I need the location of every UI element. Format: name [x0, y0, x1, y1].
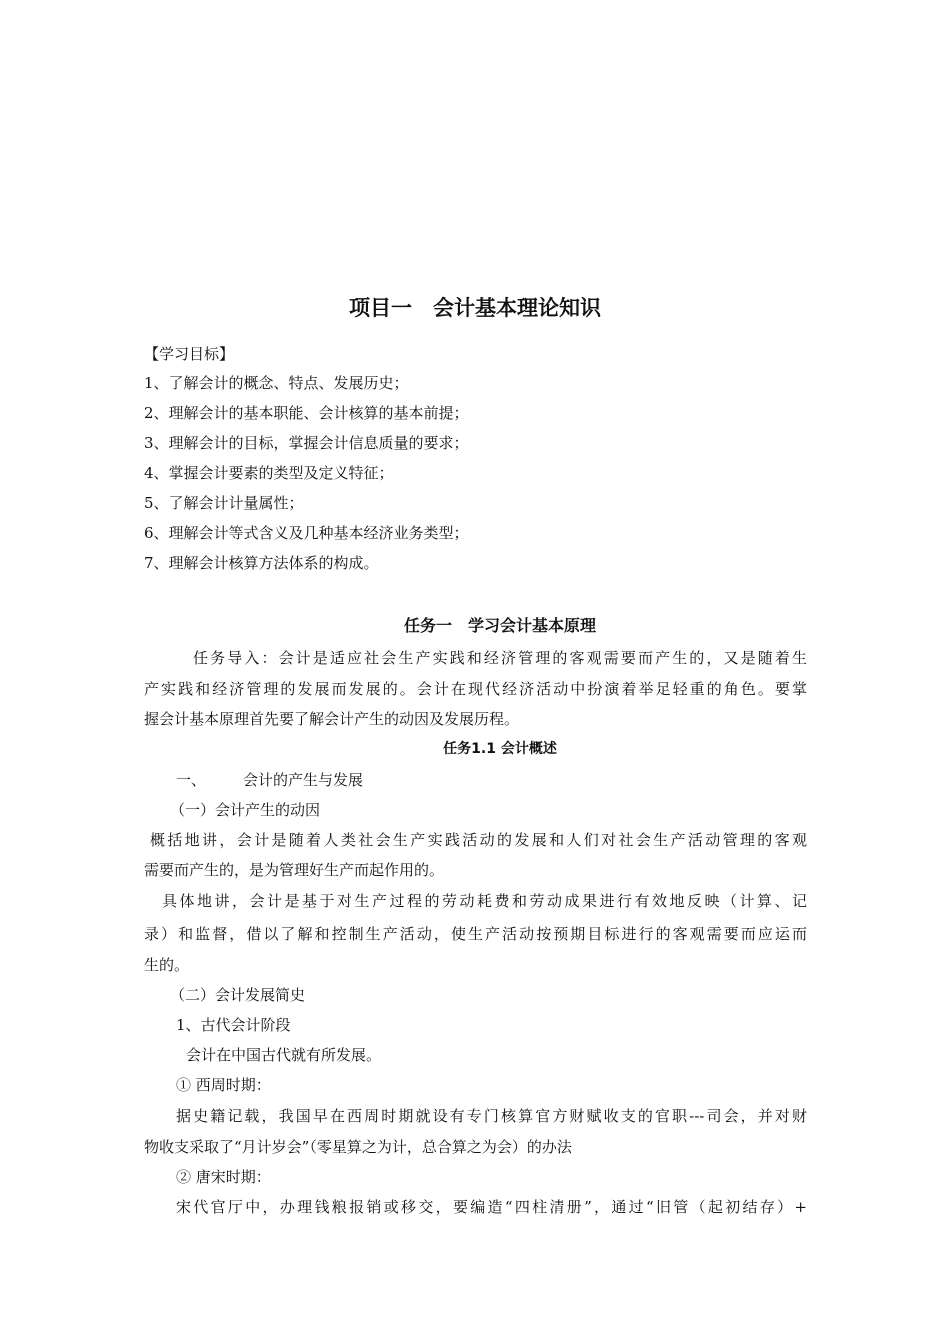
- subsection-heading: （二）会计发展简史: [170, 986, 306, 1004]
- paragraph-line: 需要而产生的，是为管理好生产而起作用的。: [144, 861, 445, 879]
- stage-heading: 1、古代会计阶段: [176, 1016, 291, 1034]
- objective-item: 1、了解会计的概念、特点、发展历史；: [144, 374, 409, 392]
- paragraph-line: 概括地讲，会计是随着人类社会生产实践活动的发展和人们对社会生产活动管理的客观: [150, 831, 807, 849]
- period-heading: ② 唐宋时期：: [176, 1168, 271, 1186]
- task-heading: 任务一 学习会计基本原理: [403, 616, 596, 635]
- subtask-heading: 任务1.1 会计概述: [443, 741, 557, 757]
- paragraph-line: 生的。: [144, 956, 190, 974]
- intro-line: 产实践和经济管理的发展而发展的。会计在现代经济活动中扮演着举足轻重的角色。要掌: [144, 680, 807, 698]
- objective-item: 2、理解会计的基本职能、会计核算的基本前提；: [144, 404, 469, 422]
- section-label: 会计的产生与发展: [243, 771, 364, 789]
- page-title: 项目一 会计基本理论知识: [349, 296, 601, 320]
- section-number: 一、: [176, 771, 207, 789]
- subsection-heading: （一）会计产生的动因: [170, 801, 321, 819]
- objective-item: 7、理解会计核算方法体系的构成。: [144, 554, 379, 572]
- paragraph-line: 据史籍记载，我国早在西周时期就设有专门核算官方财赋收支的官职---司会，并对财: [176, 1107, 807, 1125]
- intro-line: 任务导入：会计是适应社会生产实践和经济管理的客观需要而产生的，又是随着生: [193, 649, 807, 667]
- paragraph-line: 录）和监督，借以了解和控制生产活动，使生产活动按预期目标进行的客观需要而应运而: [144, 925, 807, 943]
- objective-item: 3、理解会计的目标，掌握会计信息质量的要求；: [144, 434, 469, 452]
- stage-text: 会计在中国古代就有所发展。: [186, 1046, 382, 1064]
- objective-item: 5、了解会计计量属性；: [144, 494, 304, 512]
- objectives-heading: 【学习目标】: [144, 345, 235, 363]
- paragraph-line: 宋代官厅中，办理钱粮报销或移交，要编造“四柱清册”，通过“旧管（起初结存）+: [176, 1198, 807, 1216]
- objective-item: 4、掌握会计要素的类型及定义特征；: [144, 464, 394, 482]
- intro-line: 握会计基本原理首先要了解会计产生的动因及发展历程。: [144, 710, 520, 728]
- paragraph-line: 物收支采取了“月计岁会”（零星算之为计，总合算之为会）的办法: [144, 1138, 572, 1156]
- period-heading: ① 西周时期：: [176, 1076, 271, 1094]
- paragraph-line: 具体地讲，会计是基于对生产过程的劳动耗费和劳动成果进行有效地反映（计算、记: [162, 892, 807, 910]
- objective-item: 6、理解会计等式含义及几种基本经济业务类型；: [144, 524, 469, 542]
